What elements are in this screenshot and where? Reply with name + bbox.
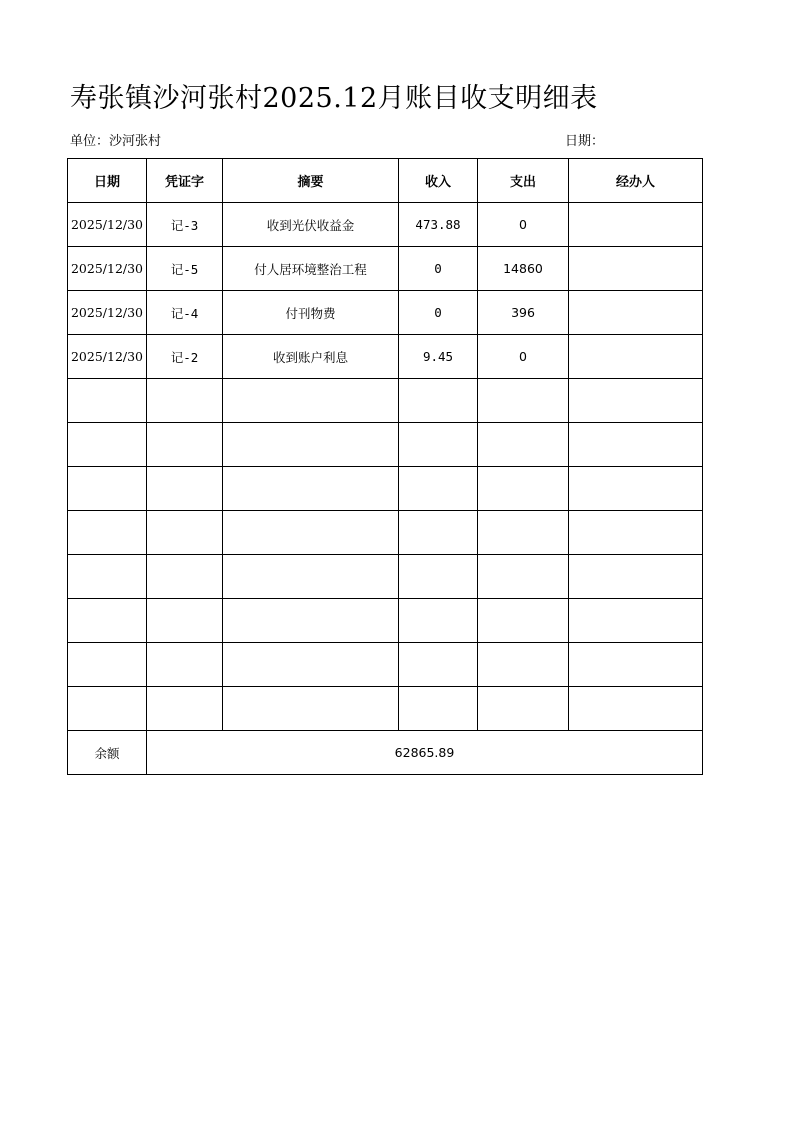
cell-income: 0 xyxy=(399,291,478,335)
table-row xyxy=(68,291,703,335)
cell-voucher: 记-2 xyxy=(147,335,223,379)
page-title: 寿张镇沙河张村2025.12月账目收支明细表 xyxy=(70,83,598,114)
cell-income: 473.88 xyxy=(399,203,478,247)
header-summary: 摘要 xyxy=(223,159,399,203)
cell-summary: 付人居环境整治工程 xyxy=(223,247,399,291)
empty-row xyxy=(68,511,703,555)
cell-summary: 付刊物费 xyxy=(223,291,399,335)
table-row xyxy=(68,203,703,247)
cell-expense: 0 xyxy=(478,335,569,379)
empty-row xyxy=(68,423,703,467)
empty-row xyxy=(68,599,703,643)
table-header-row xyxy=(68,159,703,203)
cell-handler xyxy=(569,335,703,379)
header-date: 日期 xyxy=(68,159,147,203)
cell-date: 2025/12/30 xyxy=(68,335,147,379)
header-voucher: 凭证字 xyxy=(147,159,223,203)
cell-voucher: 记-3 xyxy=(147,203,223,247)
cell-expense: 396 xyxy=(478,291,569,335)
balance-label: 余额 xyxy=(68,731,147,775)
table-row xyxy=(68,247,703,291)
empty-row xyxy=(68,467,703,511)
cell-expense: 0 xyxy=(478,203,569,247)
balance-value: 62865.89 xyxy=(147,731,703,775)
cell-handler xyxy=(569,291,703,335)
empty-row xyxy=(68,379,703,423)
cell-voucher: 记-5 xyxy=(147,247,223,291)
header-handler: 经办人 xyxy=(569,159,703,203)
empty-row xyxy=(68,555,703,599)
unit-label: 单位：沙河张村 xyxy=(70,134,162,149)
header-income: 收入 xyxy=(399,159,478,203)
cell-summary: 收到账户利息 xyxy=(223,335,399,379)
empty-row xyxy=(68,687,703,731)
cell-income: 9.45 xyxy=(399,335,478,379)
ledger-table xyxy=(67,158,703,775)
cell-date: 2025/12/30 xyxy=(68,247,147,291)
date-label: 日期： xyxy=(565,134,605,149)
balance-row xyxy=(68,731,703,775)
cell-expense: 14860 xyxy=(478,247,569,291)
cell-voucher: 记-4 xyxy=(147,291,223,335)
empty-row xyxy=(68,643,703,687)
cell-date: 2025/12/30 xyxy=(68,203,147,247)
cell-income: 0 xyxy=(399,247,478,291)
cell-date: 2025/12/30 xyxy=(68,291,147,335)
cell-summary: 收到光伏收益金 xyxy=(223,203,399,247)
header-expense: 支出 xyxy=(478,159,569,203)
cell-handler xyxy=(569,247,703,291)
cell-handler xyxy=(569,203,703,247)
table-row xyxy=(68,335,703,379)
